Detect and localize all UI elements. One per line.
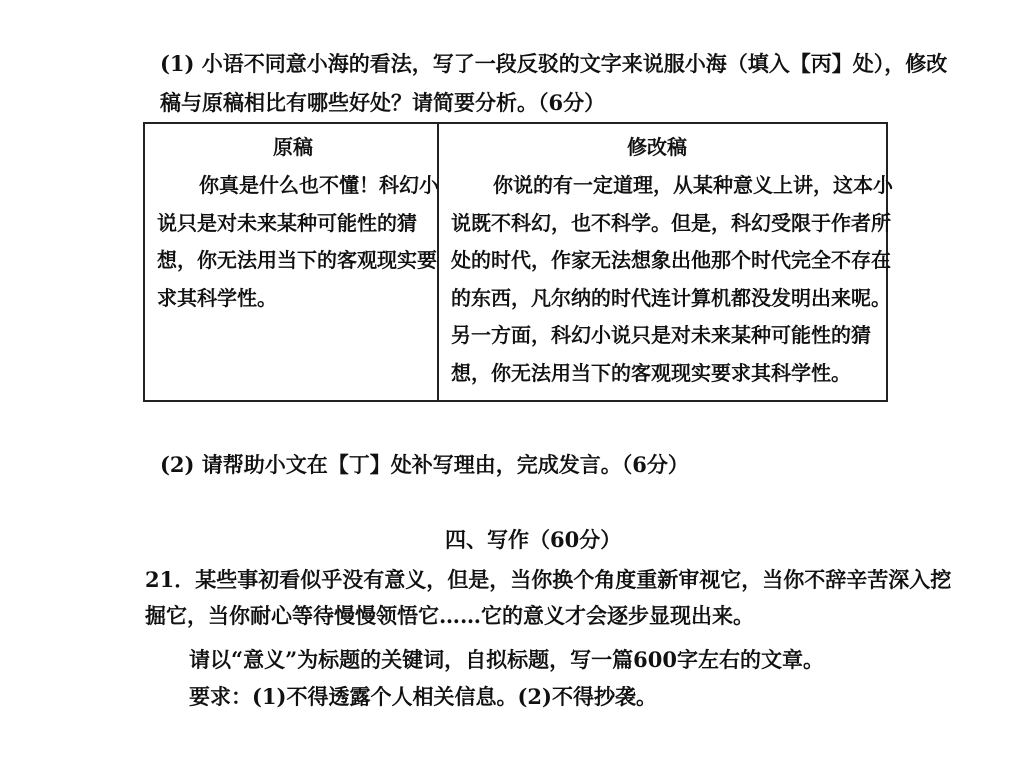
question-2: (2) 请帮助小文在【丁】处补写理由，完成发言。（6分） xyxy=(160,452,689,477)
revised-line: 说既不科幻，也不科学。但是，科幻受限于作者所 xyxy=(451,210,891,235)
revised-draft-text xyxy=(451,167,893,392)
comparison-table xyxy=(143,122,893,402)
revised-line: 的东西，凡尔纳的时代连计算机都没发明出来呢。 xyxy=(451,285,891,310)
revised-line: 你说的有一定道理，从某种意义上讲，这本小 xyxy=(493,173,893,197)
question-21-line-1: 21．某些事初看似乎没有意义，但是，当你换个角度重新审视它，当你不辞辛苦深入挖 xyxy=(145,567,952,592)
question-21-line-2: 掘它，当你耐心等待慢慢领悟它……它的意义才会逐步显现出来。 xyxy=(145,603,754,628)
revised-line: 处的时代，作家无法想象出他那个时代完全不存在 xyxy=(451,248,891,272)
revised-line: 另一方面，科幻小说只是对未来某种可能性的猜 xyxy=(451,323,871,347)
revised-draft-header: 修改稿 xyxy=(627,135,687,159)
original-draft-text xyxy=(157,167,439,317)
original-draft-header: 原稿 xyxy=(273,135,313,159)
revised-line: 想，你无法用当下的客观现实要求其科学性。 xyxy=(451,360,851,385)
question-21-line-3: 请以“意义”为标题的关键词，自拟标题，写一篇600字左右的文章。 xyxy=(189,647,824,672)
original-line: 你真是什么也不懂！科幻小 xyxy=(199,173,439,197)
question-1-line-2: 稿与原稿相比有哪些好处？请简要分析。（6分） xyxy=(160,90,606,115)
question-21-requirements: 要求：(1)不得透露个人相关信息。(2)不得抄袭。 xyxy=(189,684,657,709)
original-line: 想，你无法用当下的客观现实要 xyxy=(157,248,437,272)
question-1-line-1: (1) 小语不同意小海的看法，写了一段反驳的文字来说服小海（填入【丙】处），修改 xyxy=(160,51,948,76)
original-line: 说只是对未来某种可能性的猜 xyxy=(157,210,417,235)
original-line: 求其科学性。 xyxy=(157,285,277,310)
section-title: 四、写作（60分） xyxy=(445,527,622,552)
